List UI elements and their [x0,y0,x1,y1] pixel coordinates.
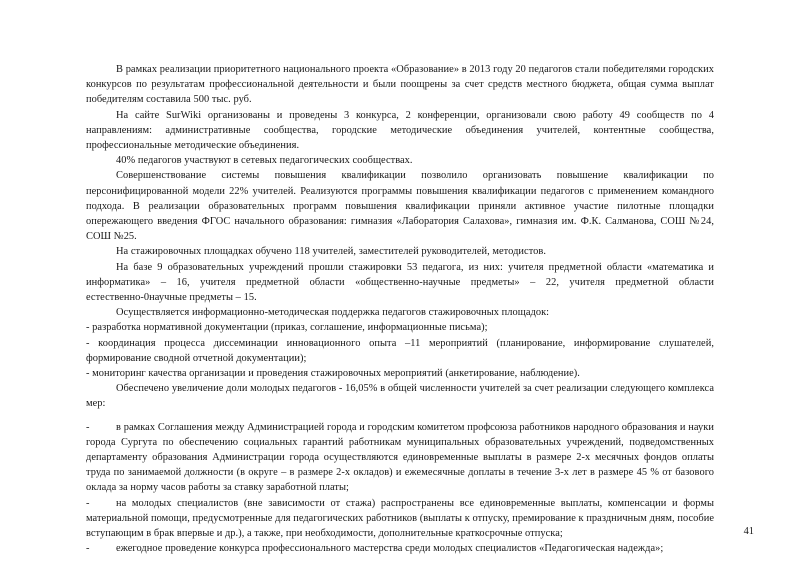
paragraph-internships-by-subject: На базе 9 образовательных учреждений прошли стажировки 53 педагога, из них: учителя предметной области «математика и информатика» – 16, учителя предметной области «общественно-научные предметы» – 22, учителя предметной области естественно-0научные предметы – 15. [86,261,714,304]
list-item-pedagogical-hope-contest [86,541,714,556]
list-item-dash-marker: - [86,421,90,433]
paragraph-intro-national-project: В рамках реализации приоритетного национального проекта «Образование» в 2013 году 20 педагогов стали победителями городских конкурсов по результатам профессиональной деятельности и были поощрены за счет средств местного бюджета, общая сумма выплат победителям составила 500 тыс. руб. [86,64,714,106]
list-item-dash-marker: - [86,497,90,509]
list-item-young-specialist-benefits-text: на молодых специалистов (вне зависимости от стажа) распространены все единовременные выплаты, компенсации и формы материальной помощи, предусмотренные для педагогических работников (выплаты к отпуску, премирование к праздничным дням, пособие вступающим в брак впервые и др.), а также, при необходимости, дополнительные краткосрочные отпуска; [86,497,714,540]
list-item-pedagogical-hope-contest-text: ежегодное проведение конкурса профессионального мастерства среди молодых специалистов «Педагогическая надежда»; [116,543,664,555]
list-item-dissemination-coordination: - координация процесса диссеминации инновационного опыта –11 мероприятий (планирование, информирование слушателей, формирование сводной отчетной документации); [86,337,714,364]
paragraph-methodical-support-lead: Осуществляется информационно-методическая поддержка педагогов стажировочных площадок: [116,307,550,319]
document-body [86,62,714,557]
list-item-agreement-payments [86,420,714,496]
list-item-quality-monitoring: - мониторинг качества организации и проведения стажировочных мероприятий (анкетирование, наблюдение). [86,368,580,380]
list-item-dash-marker: - [86,543,90,555]
list-item-normative-documentation: - разработка нормативной документации (приказ, соглашение, информационные письма); [86,322,488,334]
list-item-young-specialist-benefits [86,496,714,542]
paragraph-network-participation: 40% педагогов участвуют в сетевых педагогических сообществах. [116,155,413,167]
paragraph-young-teachers-share: Обеспечено увеличение доли молодых педагогов - 16,05% в общей численности учителей за счет реализации следующего комплекса мер: [86,383,714,410]
paragraph-surwiki-communities: На сайте SurWiki организованы и проведены 3 конкурса, 2 конференции, организовали свою работу 49 сообществ по 4 направлениям: административные сообщества, городские методические объединения учителей, контентные сообщества, профессиональные методические объединения. [86,109,714,152]
page-number: 41 [743,526,754,537]
paragraph-internship-sites-trained: На стажировочных площадках обучено 118 учителей, заместителей руководителей, методистов. [116,246,547,258]
list-item-agreement-payments-text: в рамках Соглашения между Администрацией города и городским комитетом профсоюза работников народного образования и науки города Сургута по обеспечению социальных гарантий работникам муниципальных образовательных учреждений, подведомственных департаменту образования Администрации города осуществляются единовременные выплаты в размере 2-х месячных фондов оплаты труда по занимаемой должности (в округе – в размере 2-х окладов) и ежемесячные доплаты в течение 3-х лет в размере 45 % от базового оклада за норму часов работы за ставку заработной платы; [86,421,714,494]
paragraph-qualification-system: Совершенствование системы повышения квалификации позволило организовать повышение квалификации по персонифицированной модели 22% учителей. Реализуются программы повышения квалификации педагогов с применением командного подхода. В реализации образовательных программ повышения квалификации приняли активное участие пилотные площадки опережающего введения ФГОС начального образования: гимназия «Лаборатория Салахова», гимназия им. Ф.К. Салманова, СОШ №24, СОШ №25. [86,170,714,243]
paragraph-spacer [86,412,714,420]
